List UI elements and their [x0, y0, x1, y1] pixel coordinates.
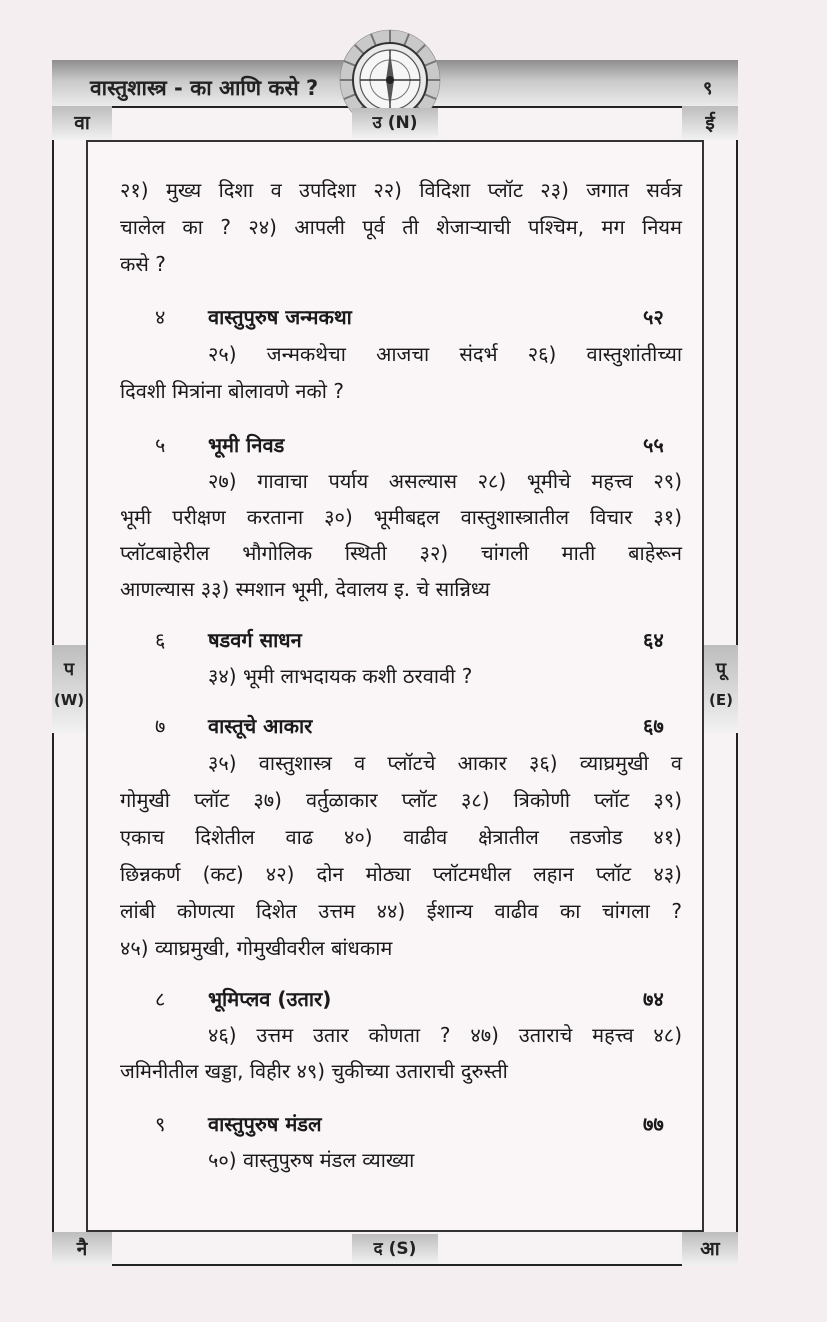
direction-southeast: आ: [682, 1232, 738, 1266]
chapter-number: ६: [155, 628, 166, 652]
topic-line: २७) गावाचा पर्याय असल्यास २८) भूमीचे महत्त्व २९): [208, 469, 682, 493]
direction-west: [52, 645, 86, 733]
chapter-page: ५२: [643, 305, 664, 329]
chapter-number: ८: [155, 987, 166, 1011]
topic-line: ३४) भूमी लाभदायक कशी ठरवावी ?: [208, 664, 473, 688]
topic-line: छिन्नकर्ण (कट) ४२) दोन मोठ्या प्लॉटमधील लहान प्लॉट ४३): [120, 862, 682, 886]
direction-northeast: ई: [682, 106, 738, 140]
chapter-page: ६७: [643, 714, 664, 738]
direction-southwest: नै: [52, 1232, 112, 1266]
chapter-title: वास्तूचे आकार: [208, 714, 313, 738]
topic-line: प्लॉटबाहेरील भौगोलिक स्थिती ३२) चांगली माती बाहेरून: [120, 541, 682, 565]
topic-line: २५) जन्मकथेचा आजचा संदर्भ २६) वास्तुशांतीच्या: [208, 342, 682, 366]
topic-line: गोमुखी प्लॉट ३७) वर्तुळाकार प्लॉट ३८) त्रिकोणी प्लॉट ३९): [120, 788, 682, 812]
topic-line: लांबी कोणत्या दिशेत उत्तम ४४) ईशान्य वाढीव का चांगला ?: [120, 899, 682, 923]
chapter-page: ७४: [643, 987, 664, 1011]
intro-line: २१) मुख्य दिशा व उपदिशा २२) विदिशा प्लॉट २३) जगात सर्वत्र: [120, 178, 682, 202]
page-number: ९: [703, 78, 713, 99]
direction-south: द (S): [352, 1234, 438, 1264]
chapter-number: ५: [155, 433, 166, 457]
topic-line: दिवशी मित्रांना बोलावणे नको ?: [120, 379, 344, 403]
topic-line: ४६) उत्तम उतार कोणता ? ४७) उताराचे महत्त्व ४८): [208, 1023, 682, 1047]
running-header-title: वास्तुशास्त्र - का आणि कसे ?: [90, 76, 319, 100]
direction-west-label: प: [63, 659, 75, 680]
chapter-number: ४: [155, 305, 166, 329]
direction-east: [704, 645, 738, 733]
chapter-title: षडवर्ग साधन: [208, 628, 302, 652]
topic-line: ३५) वास्तुशास्त्र व प्लॉटचे आकार ३६) व्याघ्रमुखी व: [208, 751, 682, 775]
topic-line: जमिनीतील खड्डा, विहीर ४९) चुकीच्या उताराची दुरुस्ती: [120, 1059, 508, 1083]
chapter-number: ७: [155, 714, 166, 738]
chapter-title: भूमी निवड: [208, 433, 285, 457]
chapter-number: ९: [155, 1112, 166, 1136]
chapter-page: ६४: [643, 628, 664, 652]
topic-line: एकाच दिशेतील वाढ ४०) वाढीव क्षेत्रातील तडजोड ४१): [120, 825, 682, 849]
direction-east-code: (E): [709, 691, 733, 709]
direction-north: उ (N): [352, 108, 438, 138]
direction-northwest: वा: [52, 106, 112, 140]
chapter-title: भूमिप्लव (उतार): [208, 987, 332, 1011]
direction-west-code: (W): [53, 691, 85, 709]
direction-east-label: पू: [715, 659, 727, 680]
chapter-page: ५५: [643, 433, 664, 457]
intro-line: चालेल का ? २४) आपली पूर्व ती शेजाऱ्याची पश्चिम, मग नियम: [120, 215, 682, 239]
chapter-page: ७७: [643, 1112, 664, 1136]
topic-line: भूमी परीक्षण करताना ३०) भूमीबद्दल वास्तुशास्त्रातील विचार ३१): [120, 505, 682, 529]
topic-line: ४५) व्याघ्रमुखी, गोमुखीवरील बांधकाम: [120, 936, 393, 960]
chapter-title: वास्तुपुरुष जन्मकथा: [208, 305, 352, 329]
topic-line: आणल्यास ३३) स्मशान भूमी, देवालय इ. चे सान्निध्य: [120, 577, 490, 601]
intro-line: कसे ?: [120, 252, 166, 276]
topic-line: ५०) वास्तुपुरुष मंडल व्याख्या: [208, 1148, 415, 1172]
chapter-title: वास्तुपुरुष मंडल: [208, 1112, 322, 1136]
